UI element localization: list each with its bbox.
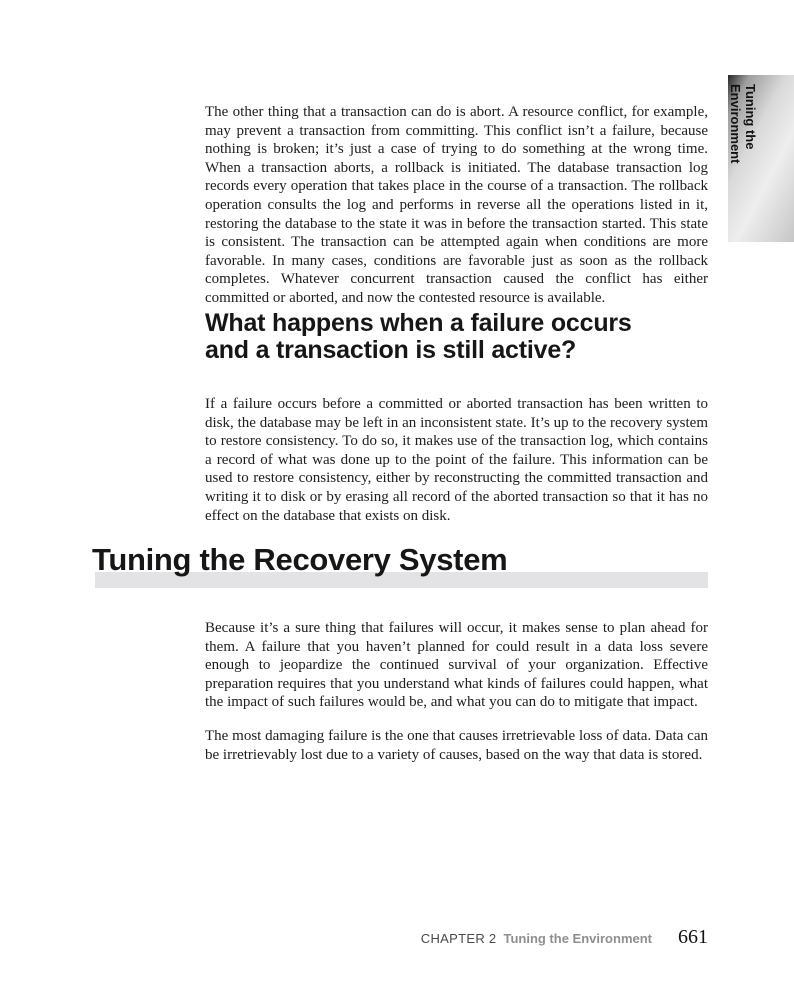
subsection-heading-line-2: and a transaction is still active?: [205, 336, 577, 364]
subsection-heading-line-1: What happens when a failure occurs: [205, 309, 632, 337]
thumb-tab-line-2: Environment: [728, 84, 743, 164]
page-footer: [205, 926, 708, 949]
paragraph-plan-ahead: Because it’s a sure thing that failures will occur, it makes sense to plan ahead for them. A failure that you haven’t planned for could result in a data loss severe enough to jeopardize the continued survival of your organization. Effective preparation requires that you understand what kinds of failures could happen, what the impact of such failures would be, and what you can do to mitigate that impact.: [205, 620, 708, 711]
footer-chapter-label: CHAPTER 2: [420, 931, 497, 946]
paragraph-recovery-consistency: If a failure occurs before a committed or aborted transaction has been written to disk, the database may be left in an inconsistent state. It’s up to the recovery system to restore consistency. To do so, it makes use of the transaction log, which contains a record of what was done up to the point of the failure. This information can be used to restore consistency, either by reconstructing the committed transaction and writing it to disk or by erasing all record of the aborted transaction so that it has no effect on the database that exists on disk.: [205, 396, 708, 524]
chapter-thumb-tab-label: [728, 75, 775, 242]
paragraph-abort-rollback: The other thing that a transaction can do is abort. A resource conflict, for example, may prevent a transaction from committing. This conflict isn’t a failure, because nothing is broken; it’s just a case of trying to do something at the wrong time. When a transaction aborts, a rollback is initiated. The database transaction log records every operation that takes place in the course of a transaction. The rollback operation consults the log and performs in reverse all the operations listed in it, restoring the database to the state it was in before the transaction started. This state is consistent. The transaction can be attempted again when conditions are more favorable. In many cases, conditions are favorable just as soon as the rollback completes. Whatever concurrent transaction caused the conflict has either committed or aborted, and now the contested resource is available.: [205, 104, 708, 306]
footer-page-number: 661: [678, 926, 708, 948]
paragraph-data-loss: The most damaging failure is the one that causes irretrievable loss of data. Data can be irretrievably lost due to a variety of causes, based on the way that data is stored.: [205, 728, 708, 763]
section-heading-tuning-recovery: Tuning the Recovery System: [92, 542, 508, 577]
section-heading-wrap: [92, 543, 708, 589]
footer-chapter-title: Tuning the Environment: [503, 931, 652, 946]
thumb-tab-line-1: Tuning the: [743, 84, 758, 150]
subsection-heading-failure-active: [205, 310, 632, 364]
chapter-thumb-tab: [728, 75, 794, 242]
